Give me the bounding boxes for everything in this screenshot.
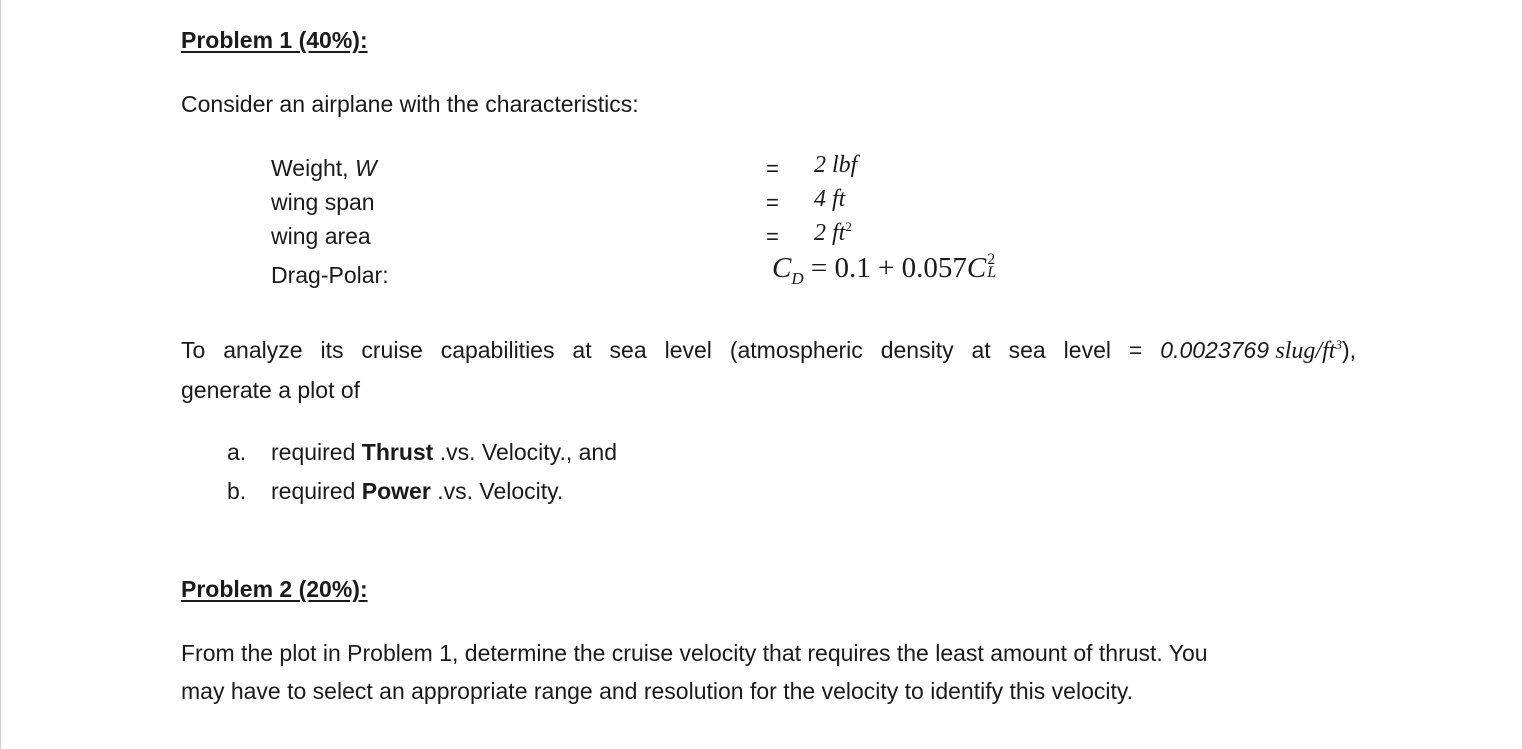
problem-2-heading: Problem 2 (20%): (181, 576, 368, 602)
density-value: 0.0023769 (1160, 337, 1270, 363)
density-close: ), (1341, 337, 1356, 363)
label-wing-area: wing area (271, 223, 371, 249)
value-wing-area-exponent: 2 (845, 219, 852, 234)
label-wing-span: wing span (271, 189, 375, 215)
equals-wing-span: = (766, 190, 779, 215)
equals-wing-area: = (766, 224, 779, 249)
page-left-edge (0, 0, 1, 749)
list-item-marker-b: b. (227, 478, 247, 504)
word: capabilities (440, 337, 555, 363)
equals-weight: = (766, 156, 779, 181)
value-wing-area-base: 2 ft (814, 220, 846, 246)
density-expression (1160, 337, 1356, 365)
problem-1-intro: Consider an airplane with the characteristics: (181, 91, 639, 117)
value-wing-area (814, 220, 852, 247)
word: To (181, 337, 206, 363)
problem-2-line-1: From the plot in Problem 1, determine the cruise velocity that requires the least amount of thrust. You (181, 640, 1208, 666)
word: its (320, 337, 344, 363)
list-item-a-bold: Thrust (361, 439, 434, 465)
problem-1-paragraph-line-2: generate a plot of (181, 377, 361, 403)
label-weight-symbol: W (354, 155, 377, 181)
word: sea (1008, 337, 1046, 363)
word: = (1128, 337, 1143, 363)
problem-1-heading: Problem 1 (40%): (181, 27, 368, 53)
drag-polar-formula (772, 251, 997, 288)
formula-cl-subscript: L (987, 264, 997, 282)
word: level (1063, 337, 1111, 363)
problem-2-line-2: may have to select an appropriate range and resolution for the velocity to identify this velocity. (181, 678, 1134, 704)
list-item-a-suffix: .vs. Velocity., and (433, 439, 618, 465)
formula-cl-symbol: C (966, 252, 987, 284)
list-item-b-bold: Power (361, 478, 431, 504)
label-weight-text: Weight, (271, 155, 355, 181)
word: level (664, 337, 712, 363)
list-item-b-suffix: .vs. Velocity. (430, 478, 564, 504)
word: sea (609, 337, 647, 363)
value-wing-span: 4 ft (814, 186, 846, 212)
label-weight (271, 155, 377, 182)
formula-cl-exponent: 2 (987, 251, 996, 269)
word: (atmospheric (729, 337, 863, 363)
problem-1-paragraph-line-1 (181, 337, 1356, 365)
list-item-b-prefix: required (271, 478, 362, 504)
list-item-marker-a: a. (227, 439, 247, 465)
formula-cd-symbol: C (772, 252, 792, 284)
value-weight: 2 lbf (814, 152, 858, 178)
word: analyze (223, 337, 303, 363)
word: density (880, 337, 954, 363)
density-unit-exponent: 3 (1335, 337, 1342, 352)
density-unit: slug/ft (1275, 338, 1336, 364)
list-item-b (271, 478, 563, 505)
word: cruise (361, 337, 423, 363)
word: at (971, 337, 991, 363)
formula-constants: = 0.1 + 0.057 (803, 252, 967, 284)
formula-cl-indices (987, 251, 997, 282)
formula-cd-subscript: D (791, 269, 804, 288)
label-drag-polar: Drag-Polar: (271, 262, 389, 288)
list-item-a (271, 439, 617, 466)
list-item-a-prefix: required (271, 439, 362, 465)
word: at (572, 337, 592, 363)
